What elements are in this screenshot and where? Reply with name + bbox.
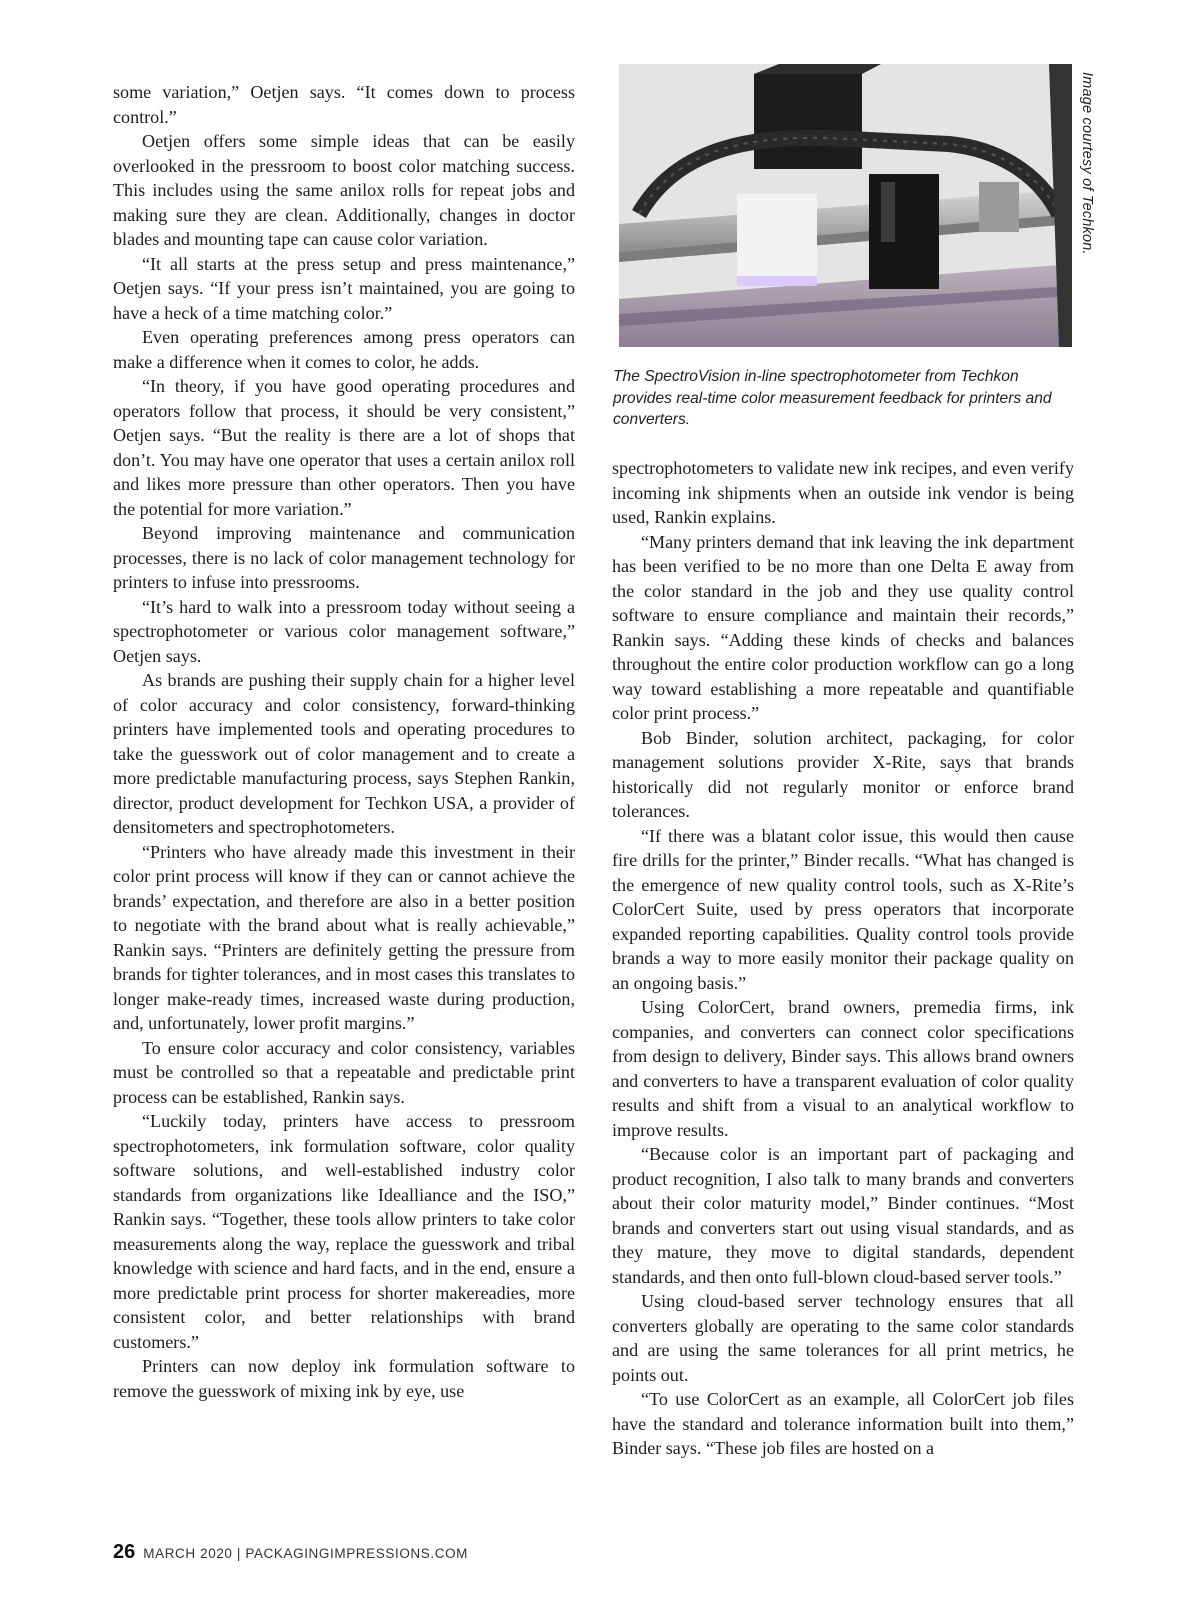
paragraph: Beyond improving maintenance and communication processes, there is no lack of color management technology for printers to infuse into pressrooms. <box>113 523 575 592</box>
paragraph: Using ColorCert, brand owners, premedia firms, ink companies, and converters can connect color specifications from design to delivery, Binder says. This allows brand owners and converters to have a transparent evaluation of color quality results and shift from a visual to an analytical workflow to improve results. <box>612 997 1074 1140</box>
paragraph: “To use ColorCert as an example, all ColorCert job files have the standard and tolerance information built into them,” Binder says. “These job files are hosted on a <box>612 1389 1074 1458</box>
paragraph: spectrophotometers to validate new ink recipes, and even verify incoming ink shipments when an outside ink vendor is being used, Rankin explains. <box>612 458 1074 527</box>
paragraph: “It’s hard to walk into a pressroom today without seeing a spectrophotometer or various color management software,” Oetjen says. <box>113 596 575 666</box>
paragraph: “If there was a blatant color issue, this would then cause fire drills for the printer,” Binder recalls. “What has changed is the emergence of new quality control tools, such as X-Rite’s ColorCert Suite, used by press operators that incorporate expanded reporting capabilities. Quality control tools provide brands a way to more easily monitor their package quality on an ongoing basis.” <box>612 825 1074 993</box>
paragraph: As brands are pushing their supply chain for a higher level of color accuracy and color consistency, forward-thinking printers have implemented tools and operating procedures to take the guesswork out of color management and to create a more predictable manufacturing process, says Stephen Rankin, director, product development for Techkon USA, a provider of densitometers and spectrophotometers. <box>113 670 575 837</box>
paragraph: Printers can now deploy ink formulation software to remove the guesswork of mixing ink by eye, use <box>113 1356 575 1401</box>
paragraph: “It all starts at the press setup and press maintenance,” Oetjen says. “If your press isn’t maintained, you are going to have a heck of a time matching color.” <box>113 253 575 323</box>
paragraph: “Because color is an important part of packaging and product recognition, I also talk to many brands and converters about their color maturity model,” Binder continues. “Most brands and converters start out using visual standards, and as they mature, they move to digital standards, dependent standards, and then onto full-blown cloud-based server tools.” <box>612 1144 1074 1287</box>
paragraph: “Luckily today, printers have access to pressroom spectrophotometers, ink formulation software, color quality software solutions, and well-established industry color standards from organizations like Idealliance and the ISO,” Rankin says. “Together, these tools allow printers to take color measurements along the way, replace the guesswork and tribal knowledge with science and hard facts, and in the end, ensure a more predictable print process for shorter makereadies, more consistent color, and better relationships with brand customers.” <box>113 1111 575 1352</box>
page-number: 26 <box>113 1541 136 1563</box>
footer-text: MARCH 2020 | PACKAGINGIMPRESSIONS.COM <box>143 1546 469 1561</box>
paragraph: Oetjen offers some simple ideas that can be easily overlooked in the pressroom to boost color matching success. This includes using the same anilox rolls for repeat jobs and making sure they are clean. Additionally, changes in doctor blades and mounting tape can cause color variation. <box>113 131 575 249</box>
paragraph: some variation,” Oetjen says. “It comes down to process control.” <box>113 82 575 127</box>
paragraph: “In theory, if you have good operating procedures and operators follow that process, it should be very consistent,” Oetjen says. “But the reality is there are a lot of shops that don’t. You may have one operator that uses a certain anilox roll and likes more pressure than other operators. Then you have the potential for more variation.” <box>113 376 575 519</box>
figure-caption: The SpectroVision in-line spectrophotometer from Techkon provides real-time color measurement feedback for printers and converters. <box>613 368 1052 428</box>
image-credit: Image courtesy of Techkon. <box>1079 72 1095 255</box>
paragraph: Even operating preferences among press operators can make a difference when it comes to color, he adds. <box>113 327 575 372</box>
paragraph: To ensure color accuracy and color consistency, variables must be controlled so that a repeatable and predictable print process can be established, Rankin says. <box>113 1037 575 1107</box>
page-footer <box>113 1541 468 1564</box>
left-column <box>113 80 575 1403</box>
paragraph: “Printers who have already made this investment in their color print process will know if they can or cannot achieve the brands’ expectation, and therefore are also in a better position to negotiate with the brand about what is really achievable,” Rankin says. “Printers are definitely getting the pressure from brands for tighter tolerances, and in most cases this translates to longer make-ready times, increased waste during production, and, unfortunately, lower profit margins.” <box>113 841 575 1033</box>
paragraph: Bob Binder, solution architect, packaging, for color management solutions provider X-Rite, says that brands historically did not regularly monitor or enforce brand tolerances. <box>612 727 1074 821</box>
paragraph: “Many printers demand that ink leaving the ink department has been verified to be no more than one Delta E away from the color standard in the job and they use quality control software to ensure compliance and maintain their records,” Rankin says. “Adding these kinds of checks and balances throughout the entire color production workflow can go a long way toward establishing a more repeatable and quantifiable color print process.” <box>612 531 1074 723</box>
paragraph: Using cloud-based server technology ensures that all converters globally are operating to the same color standards and are using the same tolerances for all print metrics, he points out. <box>612 1291 1074 1385</box>
spectrophotometer-photo <box>619 64 1072 347</box>
right-column <box>612 456 1074 1461</box>
